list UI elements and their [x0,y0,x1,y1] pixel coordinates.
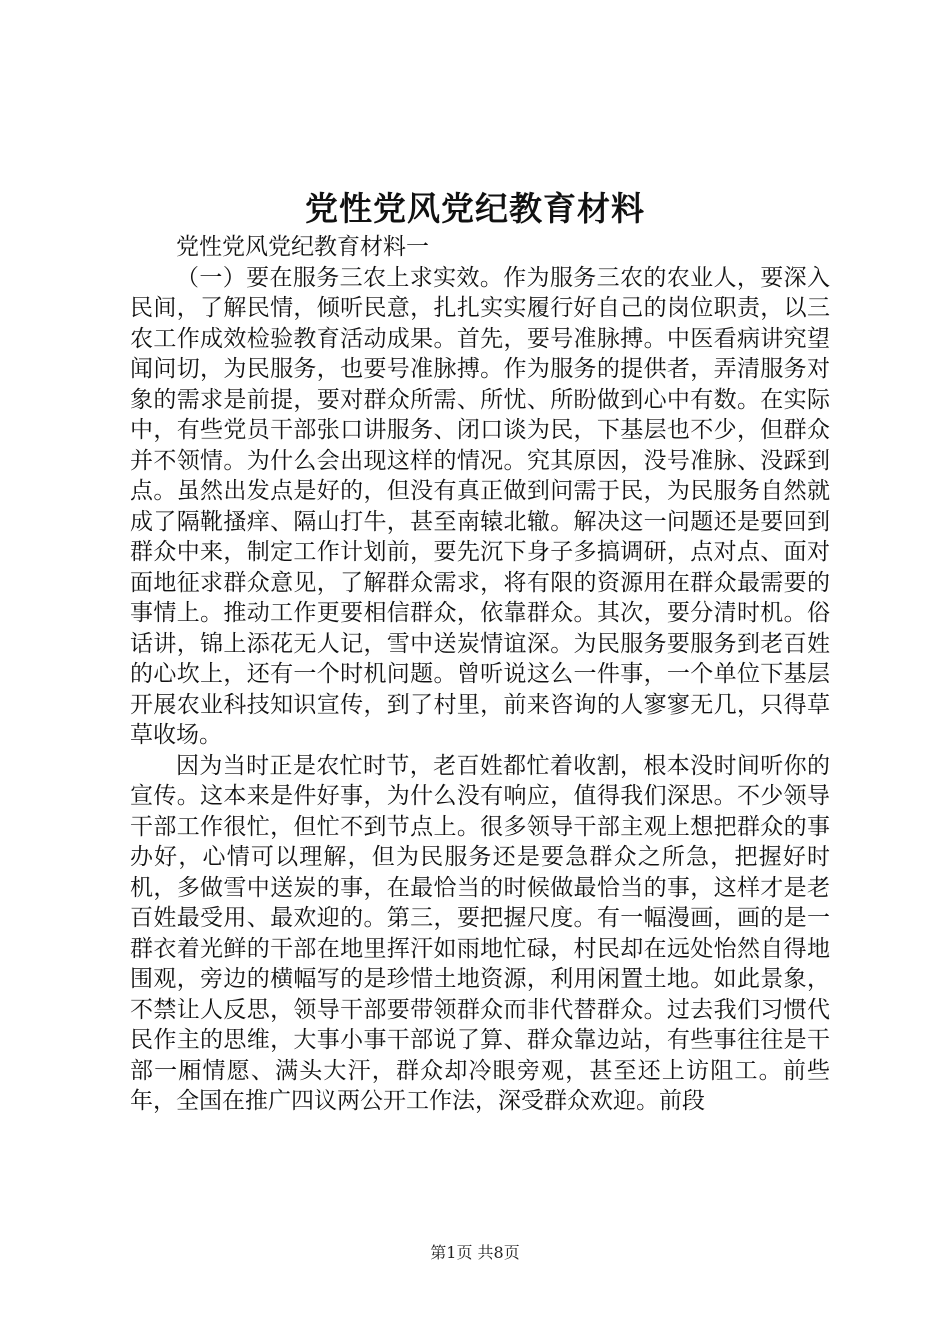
document-title: 党性党风党纪教育材料 [305,189,645,228]
body-paragraph-1: （一）要在服务三农上求实效。作为服务三农的农业人，要深入民间，了解民情，倾听民意，扎扎实实履行好自己的岗位职责，以三农工作成效检验教育活动成果。首先，要号准脉搏。中医看病讲究望闻问切，为民服务，也要号准脉搏。作为服务的提供者，弄清服务对象的需求是前提，要对群众所需、所忧、所盼做到心中有数。在实际中，有些党员干部张口讲服务、闭口谈为民，下基层也不少，但群众并不领情。为什么会出现这样的情况。究其原因，没号准脉、没踩到点。虽然出发点是好的，但没有真正做到问需于民，为民服务自然就成了隔靴搔痒、隔山打牛，甚至南辕北辙。解决这一问题还是要回到群众中来，制定工作计划前，要先沉下身子多搞调研，点对点、面对面地征求群众意见，了解群众需求，将有限的资源用在群众最需要的事情上。推动工作更要相信群众，依靠群众。其次，要分清时机。俗话讲，锦上添花无人记，雪中送炭情谊深。为民服务要服务到老百姓的心坎上，还有一个时机问题。曾听说这么一件事，一个单位下基层开展农业科技知识宣传，到了村里，前来咨询的人寥寥无几，只得草草收场。 [130,264,830,748]
body-paragraph-2: 因为当时正是农忙时节，老百姓都忙着收割，根本没时间听你的宣传。这本来是件好事，为什么没有响应，值得我们深思。不少领导干部工作很忙，但忙不到节点上。很多领导干部主观上想把群众的事办好，心情可以理解，但为民服务还是要急群众之所急，把握好时机，多做雪中送炭的事，在最恰当的时候做最恰当的事，这样才是老百姓最受用、最欢迎的。第三，要把握尺度。有一幅漫画，画的是一群衣着光鲜的干部在地里挥汗如雨地忙碌，村民却在远处怡然自得地围观，旁边的横幅写的是珍惜土地资源，利用闲置土地。如此景象，不禁让人反思，领导干部要带领群众而非代替群众。过去我们习惯代民作主的思维，大事小事干部说了算、群众靠边站，有些事往往是干部一厢情愿、满头大汗，群众却冷眼旁观，甚至还上访阻工。前些年，全国在推广四议两公开工作法，深受群众欢迎。前段 [130,752,830,1114]
page-footer: 第1页 共8页 [430,1243,520,1262]
section-heading: 党性党风党纪教育材料一 [176,234,429,260]
document-body [130,232,830,1117]
